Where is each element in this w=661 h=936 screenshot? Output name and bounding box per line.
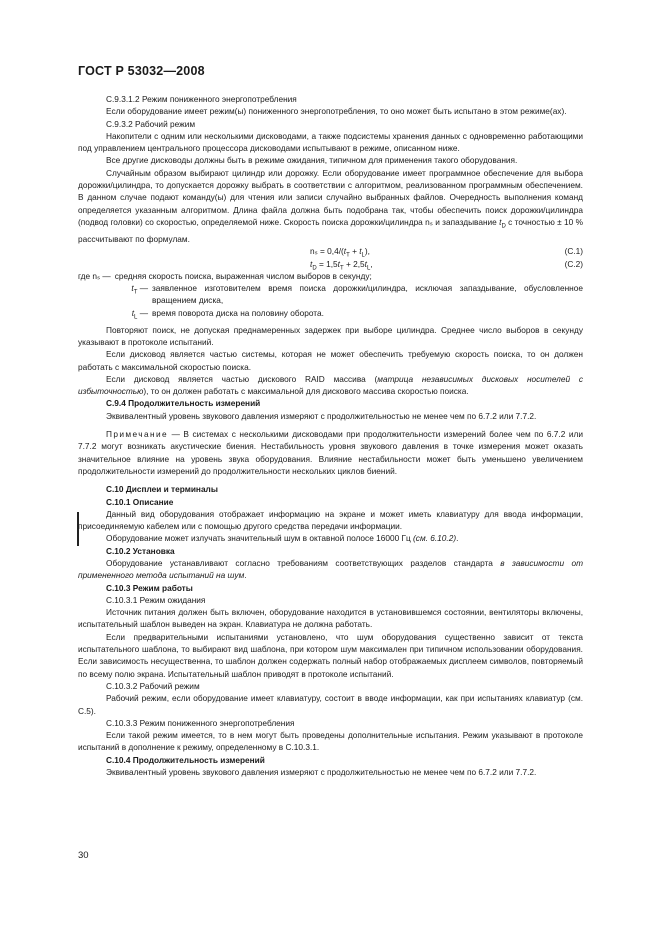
paragraph: Если предварительными испытаниями установлено, что шум оборудования существенно зависит от текста испытательного шаблона, то выбирают вид шаблона, при котором шум максимален при типичном использовании оборудования. Если зависимость несущественна, то шаблон должен содержать полный набор отображаемых дисплеем символов, повторяемый по всему полю экрана. Испытательный шаблон приводят в протоколе испытаний. [78,631,583,679]
text-span: . [244,570,247,581]
note-label: Примечание [106,429,169,440]
text-span: . [456,533,459,544]
definition-term: где nₛ — [78,270,111,281]
definition-term: $t_T$ — [131,283,148,296]
section-heading: C.9.3.2 Рабочий режим [106,118,196,129]
section-heading-bold: С.10 Дисплеи и терминалы [106,484,218,495]
paragraph: Источник питания должен быть включен, оборудование находится в установившемся состоянии, вентиляторы включены, испытательный шаблон выведен на экран. Клавиатура не должна работать. [78,607,583,630]
section-heading-bold: С.10.3 Режим работы [106,582,193,593]
page-number: 30 [78,850,89,861]
paragraph: Рабочий режим, если оборудование имеет клавиатуру, состоит в вводе информации, как при испытаниях клавиатур (см. С.5). [78,693,583,716]
formula-number: (С.1) [564,246,583,257]
paragraph: Накопители с одним или несколькими дисководами, а также подсистемы хранения данных с одновременно работающими под управлением центрального процессора дисководами испытывают в режиме, описанном ниже. [78,130,583,154]
page-header-title: ГОСТ Р 53032—2008 [78,64,205,78]
definition-item [78,307,583,324]
definition-text: заявленное изготовителем время поиска дорожки/цилиндра, исключая запаздывание, обусловленное вращением диска, [152,283,583,306]
italic-text: в зависимости от примененного метода испытаний на шум [78,558,583,581]
paragraph: Если оборудование имеет режим(ы) пониженного энергопотребления, то оно может быть испытано в этом режиме(ах). [106,106,567,117]
paragraph: Повторяют поиск, не допуская преднамеренных задержек при выборе цилиндра. Среднее число выборов в секунду указывают в протоколе испытаний. [78,324,583,347]
italic-text: матрица независимых дисковых носителей с избыточностью [78,373,583,397]
paragraph: Все другие дисководы должны быть в режиме ожидания, типичном для применения такого оборудования. [106,155,518,166]
section-heading-bold: С.10.2 Установка [106,545,175,556]
section-heading: С.10.3.3 Режим пониженного энергопотребления [106,717,295,728]
paragraph: Случайным образом выбирают цилиндр или дорожку. Если оборудование имеет программное обеспечение для выбора дорожки/цилиндра, то допускается дорожку выбрать в соответствии с алгоритмом, реализованном программным обеспечением. В данном случае подают команду(ы) для чтения или записи случайно выбранных файлов. Очередность выполнения команд определяется указанным алгоритмом. Длина файла должна быть подобрана так, чтобы обеспечить поиск дорожки/цилиндра (подвод головки) со скоростью, определяемой ниже. Скорость поиска дорожки/цилиндра nₛ и запаздывание $t_D$ с точностью ± 10 % рассчитывают по формулам. [78,167,583,244]
text-span: ), то он должен работать с максимальной для дискового массива скоростью поиска. [143,386,469,397]
section-heading-bold: С.10.4 Продолжительность измерений [106,754,265,765]
paragraph: Эквивалентный уровень звукового давления измеряют с продолжительностью не менее чем по 6.7.2 или 7.7.2. [106,767,537,778]
formula-number: (С.2) [564,258,583,269]
formula-line [78,245,583,257]
italic-text: (см. 6.10.2) [413,533,457,544]
text-span: Оборудование может излучать значительный шум в октавной полосе 16000 Гц [106,533,414,544]
definition-text: время поворота диска на половину оборота. [152,307,324,318]
text-span: Оборудование устанавливают согласно требованиям соответствующих разделов стандарта [106,558,501,568]
section-heading-bold: С.9.4 Продолжительность измерений [106,398,261,409]
paragraph: Если такой режим имеется, то в нем могут быть проведены дополнительные испытания. Режим указывают в протоколе испытаний в дополнение к режиму, определенному в С.10.3.1. [78,730,583,753]
section-heading: С.10.3.1 Режим ожидания [106,594,206,605]
paragraph: Данный вид оборудования отображает информацию на экране и может иметь клавиатуру для ввода информации, присоединяемую кабелем или с помощью другого средства передачи информации. [78,508,583,532]
formula-expression: $t_D = 1,5t_T + 2,5t_L$, [310,258,373,272]
section-heading: С.10.3.2 Рабочий режим [106,680,200,691]
formula-expression: $n_s = 0,4/(t_T + t_L)$, [310,246,370,259]
note-text: — В системах с несколькими дисководами при продолжительности измерений более чем по 6.7.2 или 7.7.2 могут возникать акустические биения. Нестабильность уровня звукового давления в точке измерения может оказать значительное влияние на уровень звука оборудования. Влияние нестабильности может быть уменьшено увеличением продолжительности измерений до продолжительности нескольких циклов биений. [78,429,583,476]
definition-term: $t_L$ — [131,307,148,321]
paragraph [78,532,583,544]
note [78,428,583,477]
text-span: Если дисковод является частью дискового RAID массива ( [106,373,378,384]
paragraph [78,373,583,398]
paragraph: Если дисковод является частью системы, которая не может обеспечить требуемую скорость поиска, то он должен работать с максимальной скоростью поиска. [78,349,583,372]
section-heading: C.9.3.1.2 Режим пониженного энергопотребления [106,94,297,104]
definition-item [78,282,583,307]
formula-line [78,258,583,270]
definition-text: средняя скорость поиска, выраженная числом выборов в секунду; [114,270,372,281]
section-heading-bold: С.10.1 Описание [106,496,174,507]
paragraph [78,557,583,582]
paragraph: Эквивалентный уровень звукового давления измеряют с продолжительностью не менее чем по 6.7.2 или 7.7.2. [106,410,537,421]
document-body [78,93,583,778]
